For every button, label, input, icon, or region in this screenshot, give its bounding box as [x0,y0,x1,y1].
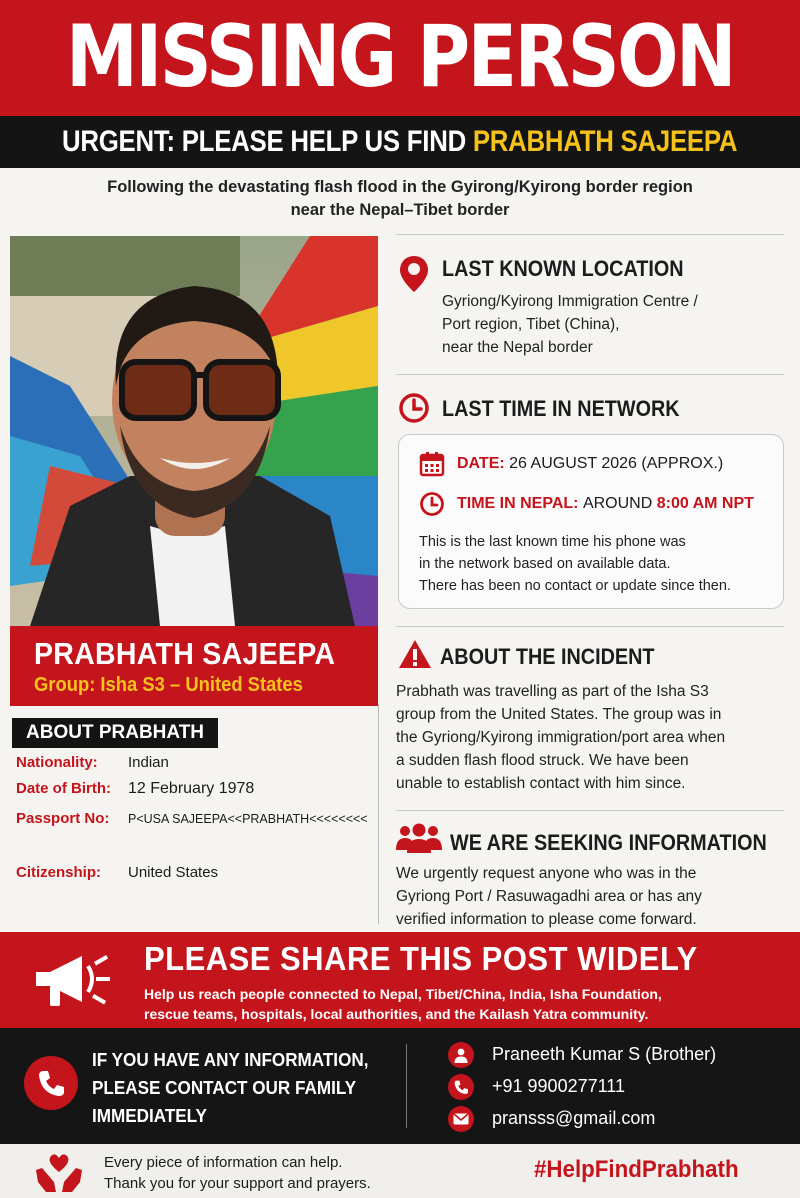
nationality-value: Indian [128,754,169,771]
incident-heading: ABOUT THE INCIDENT [440,644,655,669]
location-text [442,290,782,359]
incident-line: Prabhath was travelling as part of the Isha S3 [396,683,709,700]
person-group: Group: Isha S3 – United States [34,674,303,696]
seeking-line: Gyriong Port / Rasuwagadhi area or has any [396,888,702,905]
footer [0,1144,800,1198]
urgent-banner [0,116,800,168]
section-divider [396,626,784,627]
passport-value: P<USA SAJEEPA<<PRABHATH<<<<<<<< [128,812,368,826]
section-divider [396,234,784,235]
name-box [10,626,378,706]
incident-line: a sudden flash flood struck. We have been [396,752,689,769]
person-name: PRABHATH SAJEEPA [34,636,336,671]
section-divider [396,374,784,375]
person-photo [10,236,378,626]
seeking-text [396,862,786,931]
time-prefix: AROUND [582,495,657,512]
location-line: Gyriong/Kyirong Immigration Centre / [442,293,698,310]
contact-message-line: PLEASE CONTACT OUR FAMILY [92,1078,357,1098]
subtitle-line: near the Nepal–Tibet border [290,201,510,219]
citizenship-label: Citizenship: [16,864,101,881]
network-note [419,531,769,597]
phone-icon [24,1056,78,1110]
seeking-line: verified information to please come forward. [396,911,697,928]
incident-line: group from the United States. The group was in [396,706,722,723]
hands-heart-icon [34,1152,84,1192]
clock-icon [419,491,445,517]
contact-message [92,1046,377,1130]
urgent-prefix: URGENT: PLEASE HELP US FIND [62,125,474,158]
network-note-line: in the network based on available data. [419,556,671,572]
contact-phone[interactable]: +91 9900277111 [492,1076,625,1096]
section-divider [396,810,784,811]
user-icon [448,1042,474,1068]
footer-line: Every piece of information can help. [104,1154,343,1171]
network-card [398,434,784,609]
calendar-icon [419,451,445,477]
network-heading: LAST TIME IN NETWORK [442,396,680,421]
group-icon [396,822,442,854]
nationality-label: Nationality: [16,754,98,771]
contact-message-line: IMMEDIATELY [92,1106,207,1126]
urgent-name: PRABHATH SAJEEPA [473,125,738,158]
location-heading: LAST KNOWN LOCATION [442,256,684,281]
time-line [457,495,754,513]
contact-banner [0,1028,800,1144]
clock-icon [398,392,430,424]
contact-email[interactable]: pransss@gmail.com [492,1108,656,1128]
poster-title: MISSING PERSON [66,7,734,107]
about-person-heading: ABOUT PRABHATH [12,718,218,748]
time-value: 8:00 AM NPT [656,495,754,512]
contact-divider [406,1044,407,1128]
column-divider [378,704,379,924]
megaphone-icon [30,952,114,1012]
mail-icon [448,1106,474,1132]
incident-text [396,680,786,795]
date-line [457,455,723,473]
passport-label: Passport No: [16,810,110,827]
incident-line: the Gyriong/Kyirong immigration/port area when [396,729,726,746]
share-title: PLEASE SHARE THIS POST WIDELY [144,940,698,977]
contact-name: Praneeth Kumar S (Brother) [492,1044,717,1064]
network-note-line: There has been no contact or update since then. [419,578,731,594]
dob-value: 12 February 1978 [128,780,255,797]
location-line: near the Nepal border [442,339,593,356]
seeking-heading: WE ARE SEEKING INFORMATION [450,830,767,855]
warning-icon [398,638,432,670]
phone-icon [448,1074,474,1100]
header-banner [0,0,800,116]
footer-message [104,1152,371,1194]
contact-message-line: IF YOU HAVE ANY INFORMATION, [92,1050,369,1070]
hashtag[interactable]: #HelpFindPrabhath [534,1156,739,1183]
footer-line: Thank you for your support and prayers. [104,1175,371,1192]
location-pin-icon [398,254,430,294]
share-line: Help us reach people connected to Nepal, Tibet/China, India, Isha Foundation, [144,986,662,1002]
network-note-line: This is the last known time his phone was [419,534,686,550]
share-line: rescue teams, hospitals, local authorities, and the Kailash Yatra community. [144,1006,649,1022]
urgent-text [62,125,737,159]
share-text [144,984,784,1024]
date-label: DATE: [457,455,505,472]
dob-label: Date of Birth: [16,780,111,797]
date-value: 26 AUGUST 2026 (APPROX.) [509,455,724,472]
citizenship-value: United States [128,864,219,881]
location-line: Port region, Tibet (China), [442,316,620,333]
incident-line: unable to establish contact with him since. [396,775,686,792]
time-label: TIME IN NEPAL: [457,495,579,512]
seeking-line: We urgently request anyone who was in the [396,865,697,882]
subtitle-line: Following the devastating flash flood in the Gyirong/Kyirong border region [107,178,693,196]
subtitle [60,176,740,222]
share-banner [0,932,800,1028]
